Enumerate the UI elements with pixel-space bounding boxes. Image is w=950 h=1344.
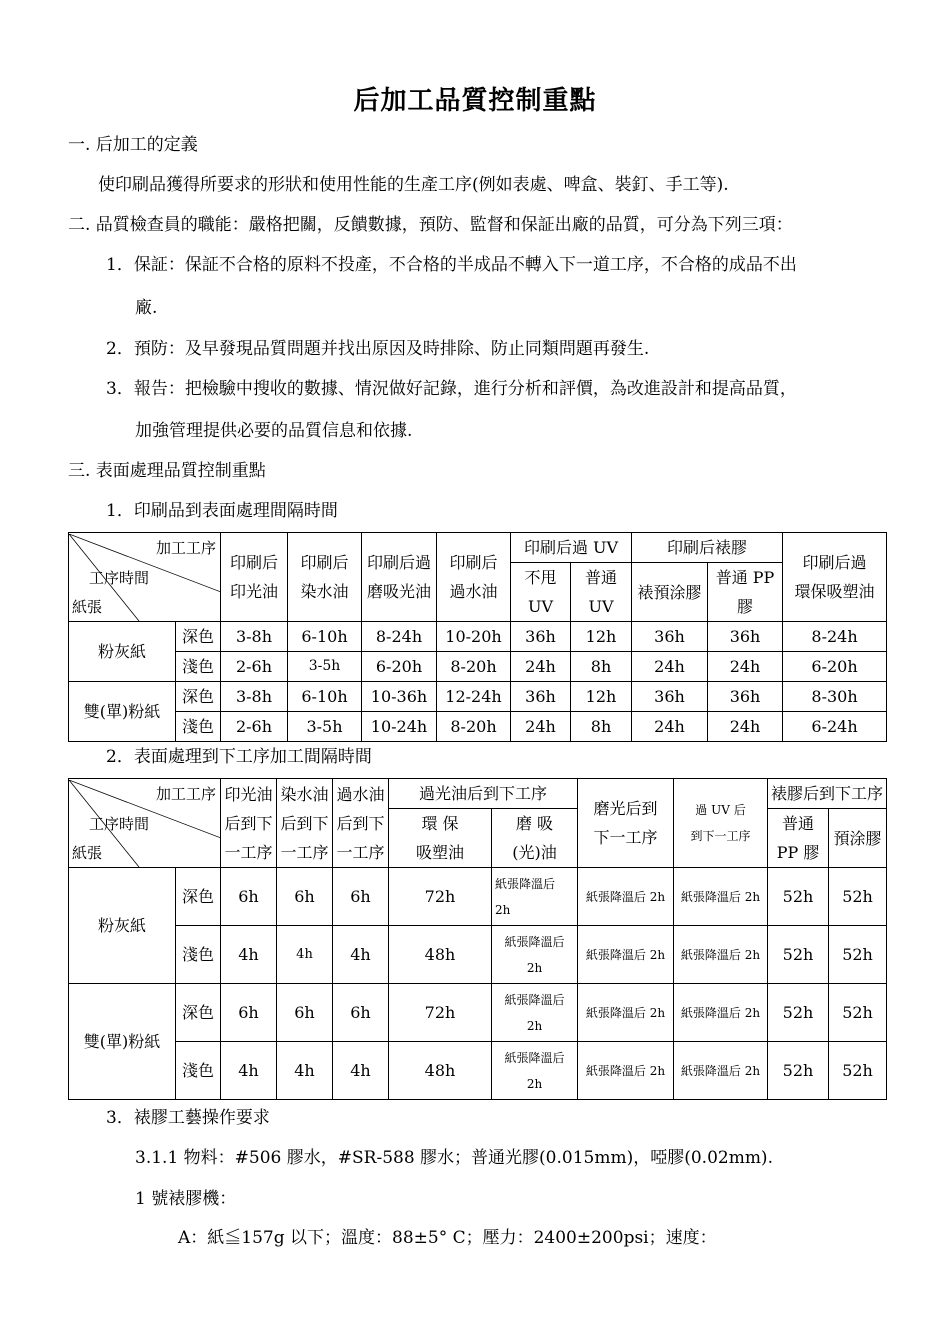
table-cell: 52h	[829, 984, 887, 1042]
section-2-item-2: 2．預防：及早發現品質問題并找出原因及時排除、防止同類問題再發生.	[106, 339, 650, 359]
table-cell: 紙張降溫后 2h	[674, 984, 768, 1042]
table-cell: 3-5h	[288, 712, 362, 742]
table-cell: 4h	[221, 926, 277, 984]
table-cell: 紙張降溫后 2h	[578, 926, 674, 984]
table-cell: 8-24h	[783, 622, 887, 652]
table-cell: 24h	[632, 652, 708, 682]
col-header-precoat: 預涂膠	[829, 809, 887, 868]
table-cell: 紙張降溫后 2h	[578, 984, 674, 1042]
col-header-uv-normal: 普通 UV	[571, 563, 632, 622]
table-cell: 6-10h	[288, 622, 362, 652]
section-2-item-1-cont: 廠.	[135, 298, 158, 318]
table-cell: 8-24h	[362, 622, 437, 652]
table-cell: 6-20h	[783, 652, 887, 682]
lamination-spec-a: A：紙≦157g 以下；溫度：88±5° C；壓力：2400±200psi；速度：	[178, 1228, 717, 1248]
table-cell: 52h	[829, 926, 887, 984]
col-header-water: 印刷后 過水油	[437, 533, 511, 622]
table-cell: 8-20h	[437, 652, 511, 682]
table-cell: 8h	[571, 712, 632, 742]
col-header-matte: 磨 吸 (光)油	[492, 809, 578, 868]
col-header-eco: 印刷后過 環保吸塑油	[783, 533, 887, 622]
table-cell: 紙張降溫后 2h	[578, 868, 674, 926]
section-1-text: 使印刷品獲得所要求的形狀和使用性能的生產工序(例如表處、啤盒、裝釘、手工等).	[98, 175, 729, 195]
table-cell: 24h	[632, 712, 708, 742]
col-header-matte: 印刷后過 磨吸光油	[362, 533, 437, 622]
table-cell: 紙張降溫后 2h	[492, 1042, 578, 1100]
interval-table-2	[68, 778, 887, 1100]
table-cell: 2-6h	[221, 712, 288, 742]
section-1-heading: 一. 后加工的定義	[68, 135, 198, 155]
paper-type-cell: 雙(單)粉紙	[69, 682, 176, 742]
table-row	[69, 984, 887, 1042]
col-header-lam-pp: 普通 PP 膠	[708, 563, 783, 622]
table-cell: 52h	[768, 1042, 829, 1100]
table-cell: 24h	[708, 712, 783, 742]
col-header-gloss: 印光油 后到下 一工序	[221, 779, 277, 868]
paper-type-cell: 粉灰紙	[69, 622, 176, 682]
table-cell: 6h	[277, 984, 333, 1042]
table-cell: 紙張降溫后 2h	[578, 1042, 674, 1100]
table-cell: 4h	[277, 926, 333, 984]
table-cell: 52h	[829, 868, 887, 926]
table-cell: 4h	[333, 1042, 389, 1100]
paper-type-cell: 粉灰紙	[69, 868, 176, 984]
table-row	[69, 1042, 887, 1100]
shade-cell: 淺色	[176, 652, 221, 682]
col-header-dye: 印刷后 染水油	[288, 533, 362, 622]
table-cell: 6-20h	[362, 652, 437, 682]
section-2-item-1: 1．保証：保証不合格的原料不投產，不合格的半成品不轉入下一道工序，不合格的成品不出	[106, 255, 797, 275]
section-3-sub-1: 1．印刷品到表面處理間隔時間	[106, 501, 338, 521]
table-cell: 36h	[511, 682, 571, 712]
col-header-water: 過水油 后到下 一工序	[333, 779, 389, 868]
table-cell: 48h	[389, 926, 492, 984]
table-cell: 紙張降溫后 2h	[674, 1042, 768, 1100]
table-cell: 6h	[333, 984, 389, 1042]
col-header-uv: 印刷后過 UV	[511, 533, 632, 563]
table-cell: 12h	[571, 622, 632, 652]
table-cell: 72h	[389, 984, 492, 1042]
table-row	[69, 622, 887, 652]
col-header-gloss: 印刷后 印光油	[221, 533, 288, 622]
shade-cell: 淺色	[176, 926, 221, 984]
section-3-sub-3: 3．裱膠工藝操作要求	[106, 1108, 270, 1128]
table-cell: 6h	[277, 868, 333, 926]
diag-label-time: 工序時間	[89, 814, 150, 833]
table-cell: 3-5h	[288, 652, 362, 682]
table-cell: 6h	[333, 868, 389, 926]
lamination-machine-label: 1 號裱膠機：	[135, 1189, 237, 1209]
table-cell: 36h	[511, 622, 571, 652]
document-title: 后加工品質控制重點	[353, 86, 597, 116]
table-cell: 24h	[708, 652, 783, 682]
section-2-item-3-cont: 加強管理提供必要的品質信息和依據.	[135, 421, 413, 441]
table-cell: 紙張降溫后 2h	[674, 868, 768, 926]
section-3-heading: 三. 表面處理品質控制重點	[68, 461, 266, 481]
shade-cell: 深色	[176, 868, 221, 926]
shade-cell: 深色	[176, 622, 221, 652]
table-cell: 紙張降溫后 2h	[674, 926, 768, 984]
table-row	[69, 926, 887, 984]
table-cell: 6-10h	[288, 682, 362, 712]
col-header-varnish: 過光油后到下工序	[389, 779, 578, 809]
table-row	[69, 868, 887, 926]
table-cell: 24h	[511, 712, 571, 742]
shade-cell: 深色	[176, 682, 221, 712]
diagonal-header-cell	[69, 779, 221, 868]
diagonal-header-cell	[69, 533, 221, 622]
table-cell: 10-36h	[362, 682, 437, 712]
table-cell: 12-24h	[437, 682, 511, 712]
table-cell: 52h	[768, 926, 829, 984]
section-2-item-3: 3．報告：把檢驗中搜收的數據、情況做好記錄，進行分析和評價，為改進設計和提高品質，	[106, 379, 797, 399]
table-cell: 52h	[768, 868, 829, 926]
table-cell: 紙張降溫后 2h	[492, 926, 578, 984]
col-header-lamination: 裱膠后到下工序	[768, 779, 887, 809]
table-cell: 2-6h	[221, 652, 288, 682]
lamination-materials: 3.1.1 物料：#506 膠水，#SR-588 膠水；普通光膠(0.015mm)，啞膠(0.02mm).	[135, 1148, 773, 1168]
shade-cell: 深色	[176, 984, 221, 1042]
table-cell: 48h	[389, 1042, 492, 1100]
col-header-uv: 過 UV 后 到下一工序	[674, 779, 768, 868]
shade-cell: 淺色	[176, 712, 221, 742]
col-header-lam-precoat: 裱預涂膠	[632, 563, 708, 622]
table-cell: 36h	[708, 622, 783, 652]
table-row	[69, 712, 887, 742]
table-cell: 8-20h	[437, 712, 511, 742]
col-header-polish: 磨光后到 下一工序	[578, 779, 674, 868]
table-cell: 6h	[221, 868, 277, 926]
diag-label-process: 加工工序	[155, 784, 216, 803]
table-cell: 3-8h	[221, 622, 288, 652]
table-cell: 4h	[333, 926, 389, 984]
table-cell: 52h	[768, 984, 829, 1042]
table-cell: 10-20h	[437, 622, 511, 652]
shade-cell: 淺色	[176, 1042, 221, 1100]
table-cell: 36h	[632, 682, 708, 712]
table-cell: 52h	[829, 1042, 887, 1100]
section-2-heading: 二. 品質檢查員的職能：嚴格把關，反饋數據，預防、監督和保証出廠的品質，可分為下列三項：	[68, 215, 793, 235]
table-cell: 72h	[389, 868, 492, 926]
col-header-dye: 染水油 后到下 一工序	[277, 779, 333, 868]
table-row	[69, 682, 887, 712]
diag-label-process: 加工工序	[155, 538, 216, 557]
diag-label-paper: 紙張	[72, 843, 103, 862]
table-cell: 6-24h	[783, 712, 887, 742]
diag-label-paper: 紙張	[72, 597, 103, 616]
table-cell: 12h	[571, 682, 632, 712]
table-cell: 24h	[511, 652, 571, 682]
table-cell: 8-30h	[783, 682, 887, 712]
table-cell: 4h	[277, 1042, 333, 1100]
col-header-eco: 環 保 吸塑油	[389, 809, 492, 868]
table-cell: 8h	[571, 652, 632, 682]
col-header-lamination: 印刷后裱膠	[632, 533, 783, 563]
col-header-uv-nospin: 不甩 UV	[511, 563, 571, 622]
table-cell: 36h	[708, 682, 783, 712]
section-3-sub-2: 2．表面處理到下工序加工間隔時間	[106, 747, 372, 767]
interval-table-1	[68, 532, 887, 742]
table-cell: 36h	[632, 622, 708, 652]
table-row	[69, 652, 887, 682]
col-header-pp: 普通 PP 膠	[768, 809, 829, 868]
table-cell: 3-8h	[221, 682, 288, 712]
diag-label-time: 工序時間	[89, 568, 150, 587]
table-cell: 紙張降溫后 2h	[492, 984, 578, 1042]
table-cell: 6h	[221, 984, 277, 1042]
table-cell: 4h	[221, 1042, 277, 1100]
table-cell: 紙張降溫后 2h	[492, 868, 578, 926]
paper-type-cell: 雙(單)粉紙	[69, 984, 176, 1100]
table-cell: 10-24h	[362, 712, 437, 742]
